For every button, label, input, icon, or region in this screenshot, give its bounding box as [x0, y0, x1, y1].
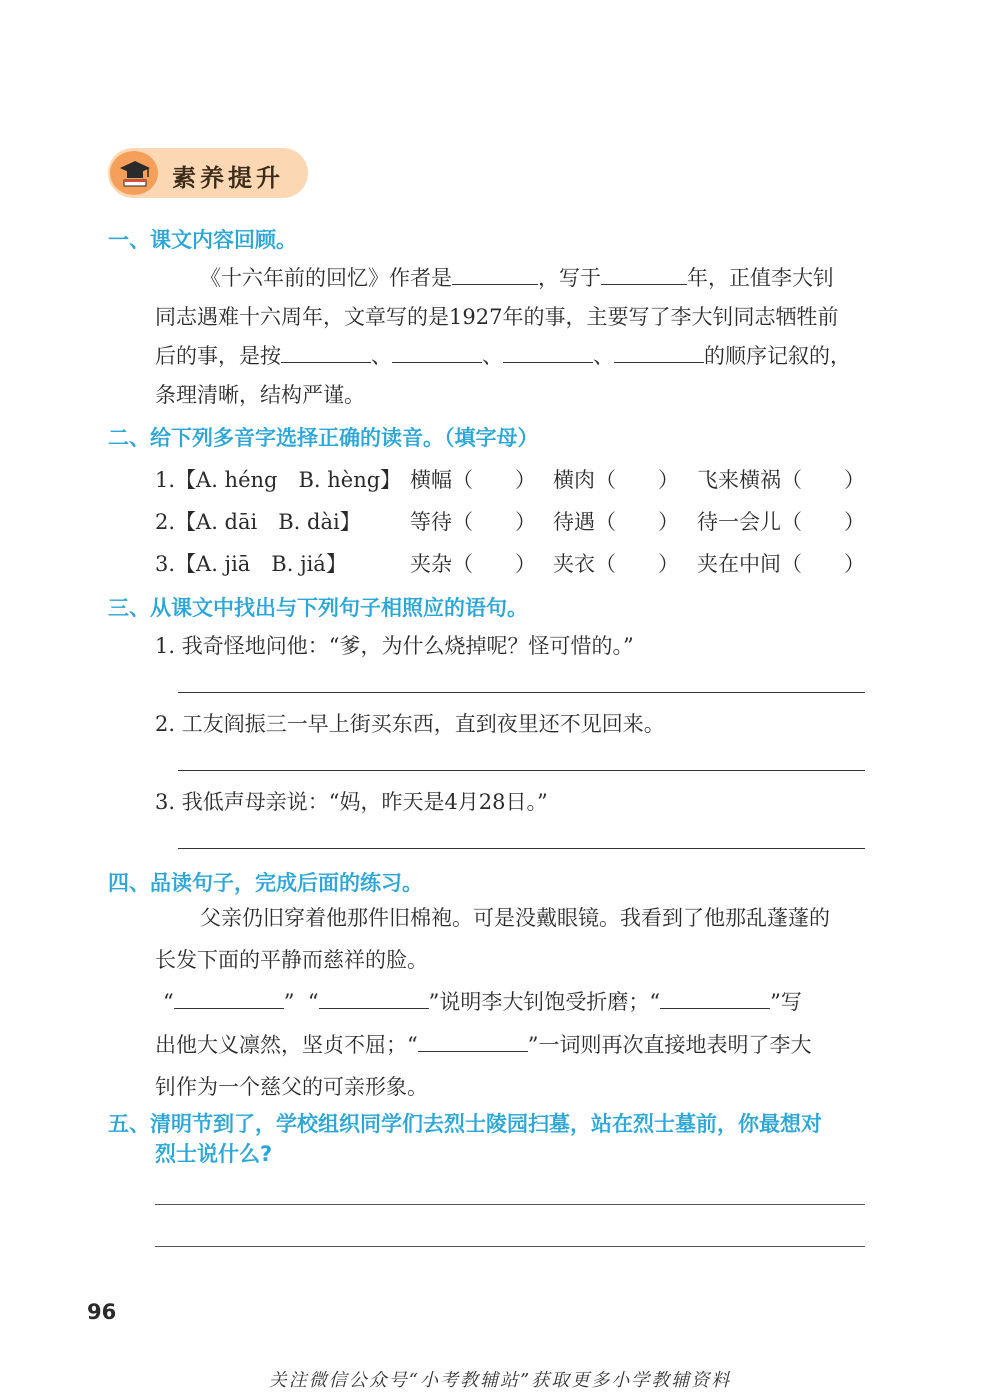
close-quote: ”	[428, 990, 440, 1014]
s4-passage-line-1: 父亲仍旧穿着他那件旧棉袍。可是没戴眼镜。我看到了他那乱蓬蓬的	[200, 906, 830, 930]
open-quote: “	[163, 990, 174, 1014]
graduation-cap-icon	[118, 156, 152, 190]
answer-line[interactable]	[155, 1246, 865, 1247]
s4-text-unyielding: 出他大义凛然，坚贞不屈；	[155, 1033, 407, 1057]
pinyin-options: 2.【A. dāi B. dài】	[155, 510, 361, 534]
word-item[interactable]: 飞来横祸（ ）	[697, 468, 865, 492]
s4-passage-line-2: 长发下面的平静而慈祥的脸。	[155, 948, 428, 972]
word-item[interactable]: 横幅（ ）	[410, 468, 536, 492]
blank-quote-4[interactable]	[418, 1031, 528, 1052]
section-1-heading: 一、课文内容回顾。	[108, 228, 297, 252]
blank-quote-2[interactable]	[319, 988, 429, 1009]
blank-year[interactable]	[601, 264, 687, 285]
close-quote: ”	[527, 1033, 539, 1057]
s1-text-author: 《十六年前的回忆》作者是	[200, 266, 452, 290]
s1-line-1	[200, 262, 834, 292]
section-2-heading: 二、给下列多音字选择正确的读音。（填字母）	[108, 426, 539, 450]
word-item[interactable]: 待一会儿（ ）	[697, 510, 865, 534]
blank-order-4[interactable]	[614, 342, 704, 363]
separator: 、	[482, 344, 503, 368]
pinyin-options: 1.【A. héng B. hèng】	[155, 468, 402, 492]
open-quote: “	[307, 990, 319, 1014]
section-5-heading-line-2: 烈士说什么?	[155, 1142, 273, 1166]
s4-question-line-2	[155, 1029, 812, 1059]
s1-text-written: ，写于	[538, 266, 601, 290]
open-quote: “	[649, 990, 661, 1014]
answer-line[interactable]	[178, 848, 865, 849]
s4-text-word: 一词则再次直接地表明了李大	[538, 1033, 812, 1057]
word-item[interactable]: 待遇（ ）	[553, 510, 679, 534]
banner-title: 素养提升	[172, 164, 284, 192]
answer-line[interactable]	[178, 770, 865, 771]
s1-line-4: 条理清晰，结构严谨。	[155, 383, 365, 407]
word-item[interactable]: 夹杂（ ）	[410, 552, 536, 576]
word-item[interactable]: 横肉（ ）	[553, 468, 679, 492]
s1-line-2: 同志遇难十六周年，文章写的是1927年的事，主要写了李大钊同志牺牲前	[155, 305, 839, 329]
blank-order-2[interactable]	[392, 342, 482, 363]
footer-note: 关注微信公众号“小考教辅站”获取更多小学教辅资料	[268, 1370, 732, 1391]
s2-row-2	[155, 506, 875, 536]
s4-text-torture: 说明李大钊饱受折磨；	[439, 990, 650, 1014]
s3-item-1: 1. 我奇怪地问他：“爹，为什么烧掉呢？怪可惜的。”	[155, 634, 634, 658]
s1-text-year: 年，正值李大钊	[687, 266, 834, 290]
s1-text-narrative: 的顺序记叙的，	[704, 344, 851, 368]
separator: 、	[371, 344, 392, 368]
s2-row-3	[155, 548, 875, 578]
s1-text-order: 后的事，是按	[155, 344, 281, 368]
s4-text-write: 写	[780, 990, 802, 1014]
s3-item-2: 2. 工友阎振三一早上街买东西，直到夜里还不见回来。	[155, 712, 665, 736]
section-5-heading-line-1: 五、清明节到了，学校组织同学们去烈士陵园扫墓，站在烈士墓前，你最想对	[108, 1112, 822, 1136]
s4-question-line-3: 钊作为一个慈父的可亲形象。	[155, 1075, 428, 1099]
blank-author[interactable]	[452, 264, 538, 285]
blank-order-1[interactable]	[281, 342, 371, 363]
section-3-heading: 三、从课文中找出与下列句子相照应的语句。	[108, 596, 528, 620]
page-number: 96	[87, 1300, 117, 1324]
blank-quote-1[interactable]	[174, 988, 284, 1009]
close-quote: ”	[283, 990, 295, 1014]
separator: 、	[593, 344, 614, 368]
s2-row-1	[155, 464, 875, 494]
word-item[interactable]: 夹在中间（ ）	[697, 552, 865, 576]
close-quote: ”	[770, 990, 781, 1014]
answer-line[interactable]	[155, 1204, 865, 1205]
open-quote: “	[407, 1033, 418, 1057]
answer-line[interactable]	[178, 692, 865, 693]
word-item[interactable]: 等待（ ）	[410, 510, 536, 534]
s3-item-3: 3. 我低声母亲说：“妈，昨天是4月28日。”	[155, 790, 548, 814]
s4-question-line-1	[163, 986, 802, 1016]
section-4-heading: 四、品读句子，完成后面的练习。	[108, 871, 423, 895]
blank-quote-3[interactable]	[660, 988, 770, 1009]
s1-line-3	[155, 340, 851, 370]
blank-order-3[interactable]	[503, 342, 593, 363]
word-item[interactable]: 夹衣（ ）	[553, 552, 679, 576]
pinyin-options: 3.【A. jiā B. jiá】	[155, 552, 347, 576]
